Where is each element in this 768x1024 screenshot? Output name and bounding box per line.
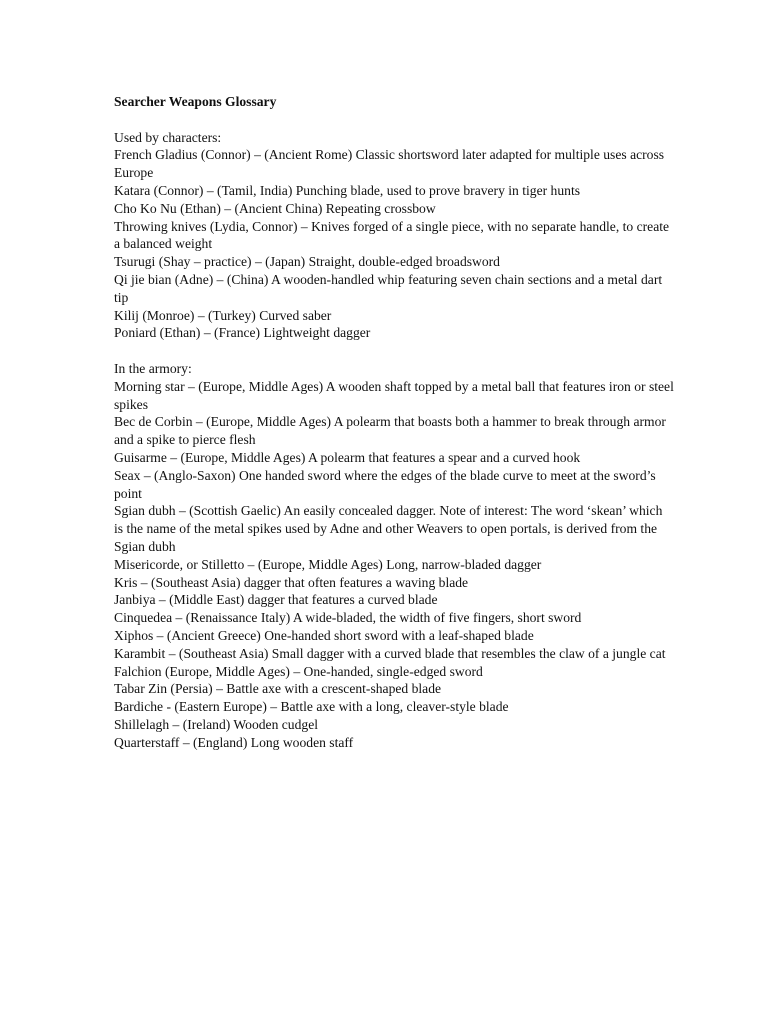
glossary-entry: Janbiya – (Middle East) dagger that features a curved blade xyxy=(114,592,438,608)
glossary-entry: Seax – (Anglo-Saxon) One handed sword where the edges of the blade curve to meet at the sword’s point xyxy=(114,467,656,501)
glossary-entry: Throwing knives (Lydia, Connor) – Knives forged of a single piece, with no separate handle, to create a balanced weight xyxy=(114,218,670,252)
glossary-entry: Cinquedea – (Renaissance Italy) A wide-bladed, the width of five fingers, short sword xyxy=(114,610,582,626)
glossary-entry: Karambit – (Southeast Asia) Small dagger with a curved blade that resembles the claw of a jungle cat xyxy=(114,645,666,661)
glossary-entry: Tsurugi (Shay – practice) – (Japan) Straight, double-edged broadsword xyxy=(114,254,500,270)
glossary-entry: Quarterstaff – (England) Long wooden staff xyxy=(114,734,354,750)
document-page xyxy=(114,93,674,751)
section-characters xyxy=(114,129,674,343)
glossary-entry: Guisarme – (Europe, Middle Ages) A polearm that features a spear and a curved hook xyxy=(114,449,581,465)
glossary-entry: Sgian dubh – (Scottish Gaelic) An easily concealed dagger. Note of interest: The word ‘skean’ which is the name of the metal spikes used by Adne and other Weavers to open portals, is derived from the Sgian dubh xyxy=(114,503,663,554)
glossary-entry: Tabar Zin (Persia) – Battle axe with a crescent-shaped blade xyxy=(114,681,442,697)
section-heading: Used by characters: xyxy=(114,129,222,145)
glossary-entry: Bec de Corbin – (Europe, Middle Ages) A polearm that boasts both a hammer to break through armor and a spike to pierce flesh xyxy=(114,414,666,448)
glossary-entry: Katara (Connor) – (Tamil, India) Punching blade, used to prove bravery in tiger hunts xyxy=(114,182,581,198)
glossary-entry: Qi jie bian (Adne) – (China) A wooden-handled whip featuring seven chain sections and a metal dart tip xyxy=(114,271,663,305)
document-title: Searcher Weapons Glossary xyxy=(114,94,277,109)
glossary-entry: Kilij (Monroe) – (Turkey) Curved saber xyxy=(114,307,332,323)
section-armory xyxy=(114,360,674,752)
section-heading: In the armory: xyxy=(114,360,192,376)
glossary-entry: Kris – (Southeast Asia) dagger that often features a waving blade xyxy=(114,574,469,590)
glossary-entry: Cho Ko Nu (Ethan) – (Ancient China) Repeating crossbow xyxy=(114,200,436,216)
glossary-entry: Falchion (Europe, Middle Ages) – One-handed, single-edged sword xyxy=(114,663,483,679)
glossary-entry: Misericorde, or Stilletto – (Europe, Middle Ages) Long, narrow-bladed dagger xyxy=(114,556,542,572)
glossary-entry: Morning star – (Europe, Middle Ages) A wooden shaft topped by a metal ball that features iron or steel spikes xyxy=(114,378,674,412)
glossary-entry: French Gladius (Connor) – (Ancient Rome) Classic shortsword later adapted for multiple uses across Europe xyxy=(114,147,665,181)
glossary-entry: Bardiche - (Eastern Europe) – Battle axe with a long, cleaver-style blade xyxy=(114,699,509,715)
glossary-entry: Poniard (Ethan) – (France) Lightweight dagger xyxy=(114,325,371,341)
paragraph-spacer xyxy=(114,342,674,360)
glossary-entry: Shillelagh – (Ireland) Wooden cudgel xyxy=(114,716,319,732)
glossary-entry: Xiphos – (Ancient Greece) One-handed short sword with a leaf-shaped blade xyxy=(114,627,534,643)
